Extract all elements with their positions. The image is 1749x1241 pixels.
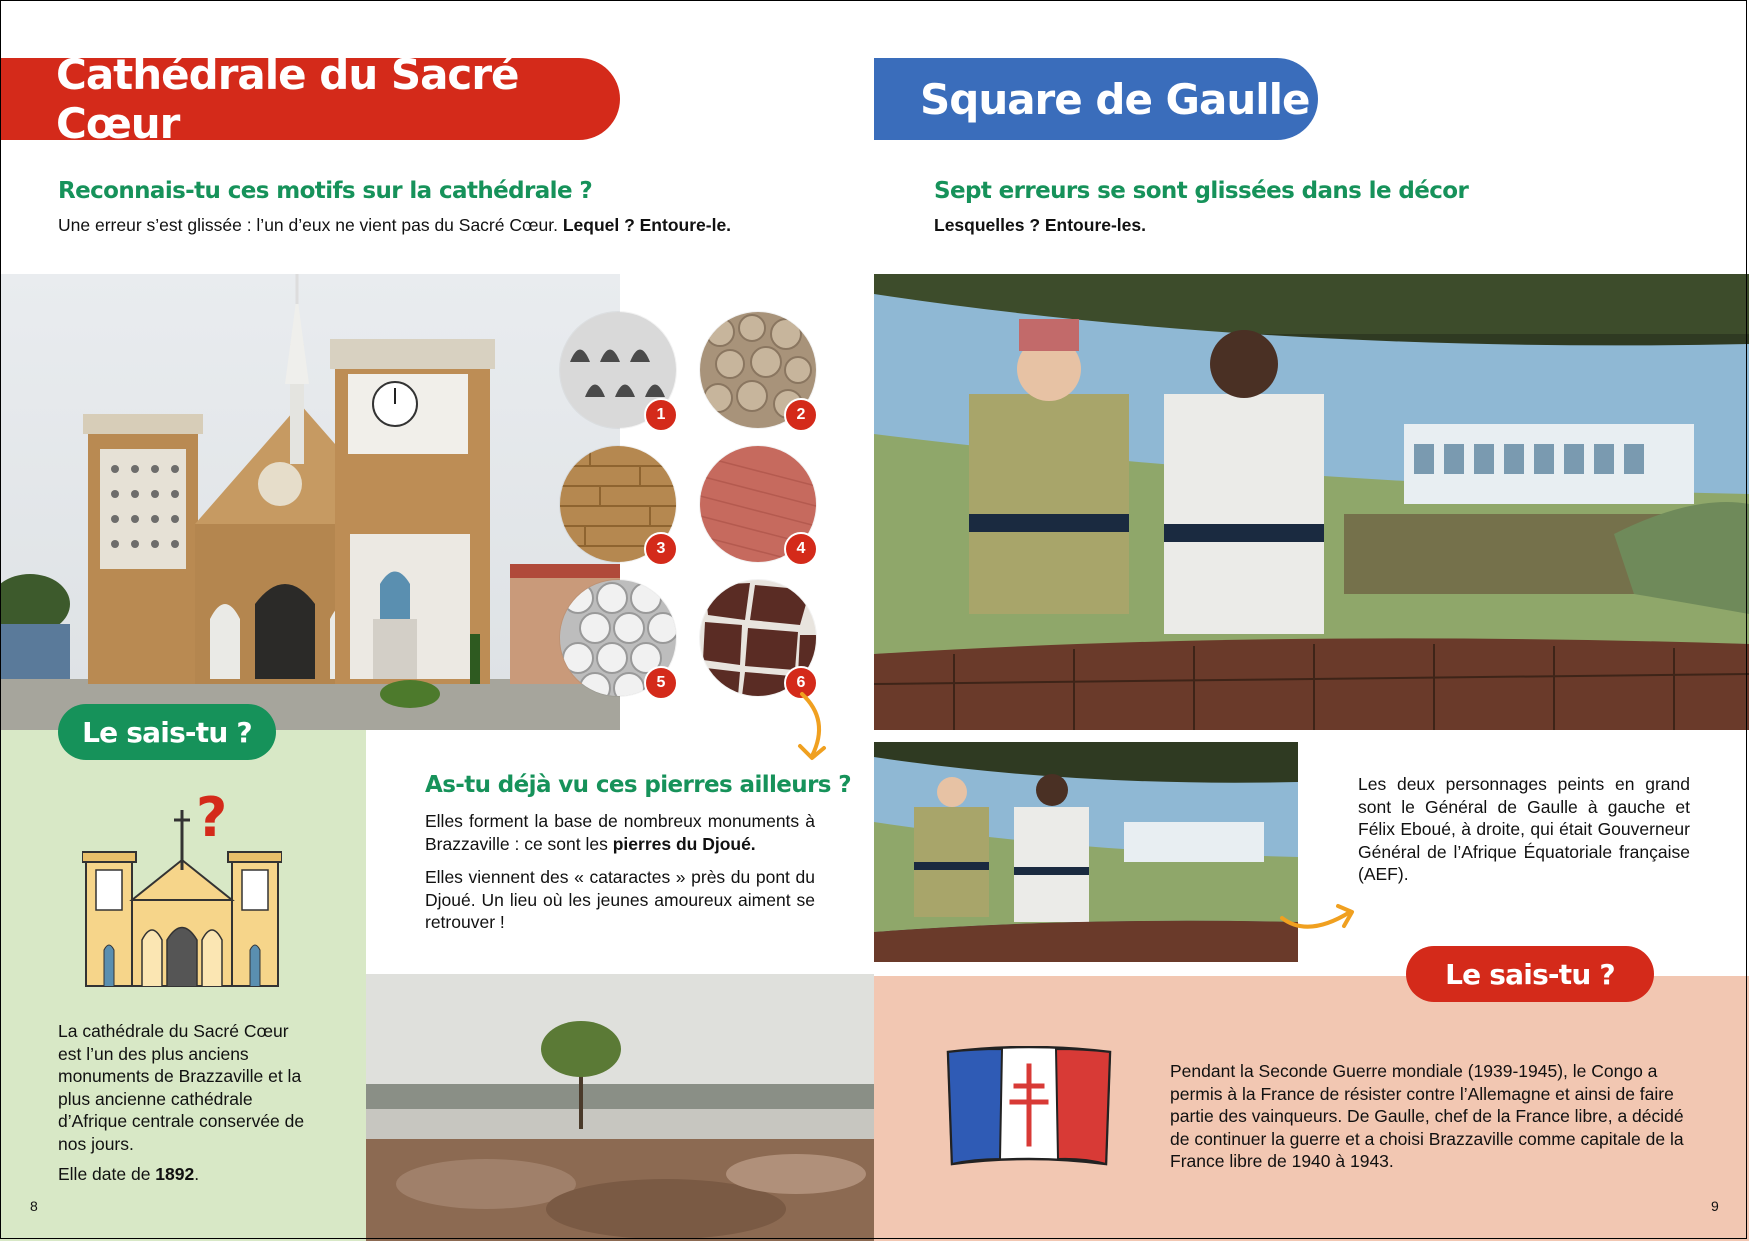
swatch-number-2: 2 <box>784 398 818 432</box>
free-france-fact: Pendant la Seconde Guerre mondiale (1939-1945), le Congo a permis à la France de résister contre l’Allemagne et ainsi de faire partie des vainqueurs. De Gaulle, chef de la France libre, a décidé de continuer la guerre et a choisi Brazzaville comme capitale de la France libre de 1940 à 1943. <box>1170 1061 1684 1171</box>
motifs-instruction: Une erreur s’est glissée : l’un d’eux ne vient pas du Sacré Cœur. Lequel ? Entoure-le. <box>58 215 732 235</box>
free-france-flag-icon <box>944 1046 1114 1170</box>
mural-caption: Les deux personnages peints en grand sont le Général de Gaulle à gauche et Félix Eboué, à droite, qui était Gouverneur Général de l’Afrique Équatoriale française (AEF). <box>1358 774 1690 884</box>
mural-photo-modified[interactable] <box>874 274 1749 730</box>
curved-arrow-icon <box>790 690 840 770</box>
page-number-right: 9 <box>1711 1198 1719 1214</box>
swatch-number-5: 5 <box>644 666 678 700</box>
swatch-number-1: 1 <box>644 398 678 432</box>
le-sais-tu-badge-left: Le sais-tu ? <box>58 704 276 760</box>
mural-photo-original <box>874 742 1298 962</box>
curved-arrow-icon-right <box>1278 898 1360 938</box>
page-number-left: 8 <box>30 1198 38 1214</box>
cathedral-fact-text: La cathédrale du Sacré Cœur est l’un des plus anciens monuments de Brazzaville et la plus ancienne cathédrale d’Afrique centrale conservée de nos jours. <box>58 1021 305 1154</box>
cathedral-date-text: Elle date de 1892. <box>58 1164 200 1184</box>
stones-paragraph-2: Elles viennent des « cataractes » près du pont du Djoué. Un lieu où les jeunes amoureux aiment se retrouver ! <box>425 867 815 932</box>
djoue-rapids-photo <box>366 974 874 1241</box>
errors-question: Sept erreurs se sont glissées dans le décor <box>934 178 1469 204</box>
stones-paragraph-1: Elles forment la base de nombreux monuments à Brazzaville : ce sont les pierres du Djoué. <box>425 811 815 854</box>
cathedral-illustration <box>82 790 282 990</box>
swatch-number-6: 6 <box>784 666 818 700</box>
cathedral-title: Cathédrale du Sacré Cœur <box>0 58 620 140</box>
question-mark-icon: ? <box>196 786 228 849</box>
square-title: Square de Gaulle <box>874 58 1318 140</box>
swatch-number-3: 3 <box>644 532 678 566</box>
le-sais-tu-badge-right: Le sais-tu ? <box>1406 946 1654 1002</box>
motifs-question: Reconnais-tu ces motifs sur la cathédrale ? <box>58 178 593 204</box>
cathedral-photo <box>0 274 620 730</box>
swatch-number-4: 4 <box>784 532 818 566</box>
errors-instruction: Lesquelles ? Entoure-les. <box>934 215 1146 235</box>
stones-question: As-tu déjà vu ces pierres ailleurs ? <box>425 772 852 798</box>
